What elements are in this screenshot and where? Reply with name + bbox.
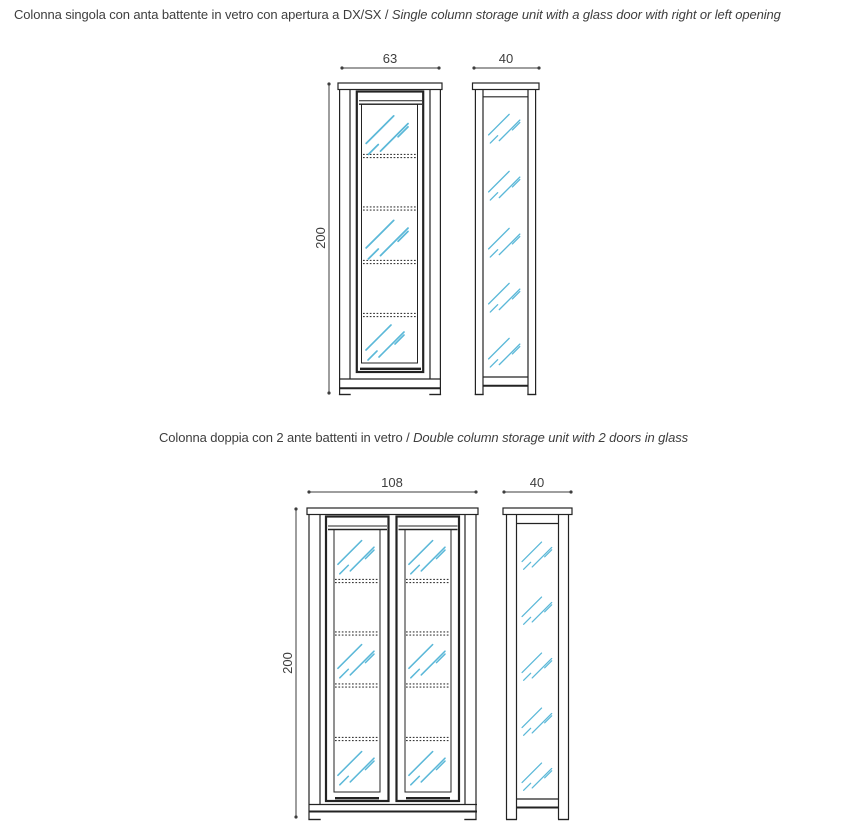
glass-hatch	[409, 645, 445, 678]
glass-hatch	[366, 116, 408, 154]
top-cap	[307, 508, 478, 515]
dimension-value: 108	[381, 475, 403, 490]
glass-hatch	[489, 171, 520, 200]
shelf-line	[335, 737, 379, 740]
top-cap	[338, 83, 442, 90]
drawing-single-column	[313, 51, 541, 395]
glass-hatch	[522, 653, 552, 680]
shelf-line	[406, 632, 450, 635]
glass-hatch	[489, 283, 520, 312]
glass-door-left	[326, 517, 389, 802]
title-italian: Colonna singola con anta battente in vetro con apertura a DX/SX	[14, 7, 382, 22]
dimension-value: 200	[280, 652, 295, 674]
front-view-single	[338, 83, 442, 395]
shelf-line	[335, 684, 379, 687]
glass-door	[357, 92, 423, 373]
dim-height-double	[280, 507, 298, 818]
shelf-line	[406, 737, 450, 740]
title-separator: /	[406, 430, 410, 445]
front-view-double	[307, 508, 478, 820]
dimension-endpoint	[340, 66, 343, 69]
title-english: Double column storage unit with 2 doors in glass	[413, 430, 688, 445]
glass-hatch	[522, 708, 552, 735]
shelf-line	[363, 313, 416, 316]
shelf-line	[335, 579, 379, 582]
shelf-line	[335, 632, 379, 635]
shelf-line	[363, 260, 416, 263]
dimension-endpoint	[472, 66, 475, 69]
glass-door-right	[397, 517, 460, 802]
glass-hatch	[522, 763, 552, 790]
glass-hatch	[489, 114, 520, 143]
dimension-endpoint	[327, 391, 330, 394]
glass-hatch	[522, 542, 552, 569]
dimension-endpoint	[294, 815, 297, 818]
dimension-endpoint	[502, 490, 505, 493]
top-cap	[473, 83, 540, 90]
dim-height-single	[313, 82, 331, 394]
dimension-endpoint	[474, 490, 477, 493]
glass-hatch	[366, 325, 404, 360]
shelf-line	[363, 207, 416, 210]
title-english: Single column storage unit with a glass door with right or left opening	[391, 7, 781, 22]
drawing-double-column	[280, 475, 573, 820]
dimension-value: 40	[498, 51, 514, 66]
glass-hatch	[489, 338, 520, 367]
glass-panel-left	[334, 530, 380, 793]
glass-hatch	[489, 228, 520, 257]
glass-hatch	[409, 752, 445, 785]
side-view-single	[473, 83, 540, 395]
dim-front-width-single	[340, 51, 440, 70]
top-cap	[503, 508, 572, 515]
dimension-endpoint	[437, 66, 440, 69]
dimension-value: 200	[313, 227, 328, 249]
dim-side-width-double	[502, 475, 572, 494]
dimension-value: 40	[529, 475, 545, 490]
title-separator: /	[384, 7, 389, 22]
glass-hatch	[366, 220, 408, 259]
dimension-endpoint	[307, 490, 310, 493]
glass-hatch	[338, 752, 374, 785]
glass-panel-right	[405, 530, 451, 793]
dimension-value: 63	[382, 51, 398, 66]
shelf-line	[406, 579, 450, 582]
shelf-line	[363, 154, 416, 157]
dim-front-width-double	[307, 475, 477, 494]
glass-hatch	[522, 597, 552, 624]
dim-side-width-single	[472, 51, 540, 70]
dimension-endpoint	[294, 507, 297, 510]
dimension-endpoint	[327, 82, 330, 85]
glass-hatch	[338, 645, 374, 678]
glass-hatch	[338, 541, 374, 574]
glass-hatch	[409, 541, 445, 574]
dimension-endpoint	[537, 66, 540, 69]
shelf-line	[406, 684, 450, 687]
title-italian: Colonna doppia con 2 ante battenti in vetro	[158, 430, 403, 445]
side-view-double	[503, 508, 572, 820]
dimension-endpoint	[569, 490, 572, 493]
